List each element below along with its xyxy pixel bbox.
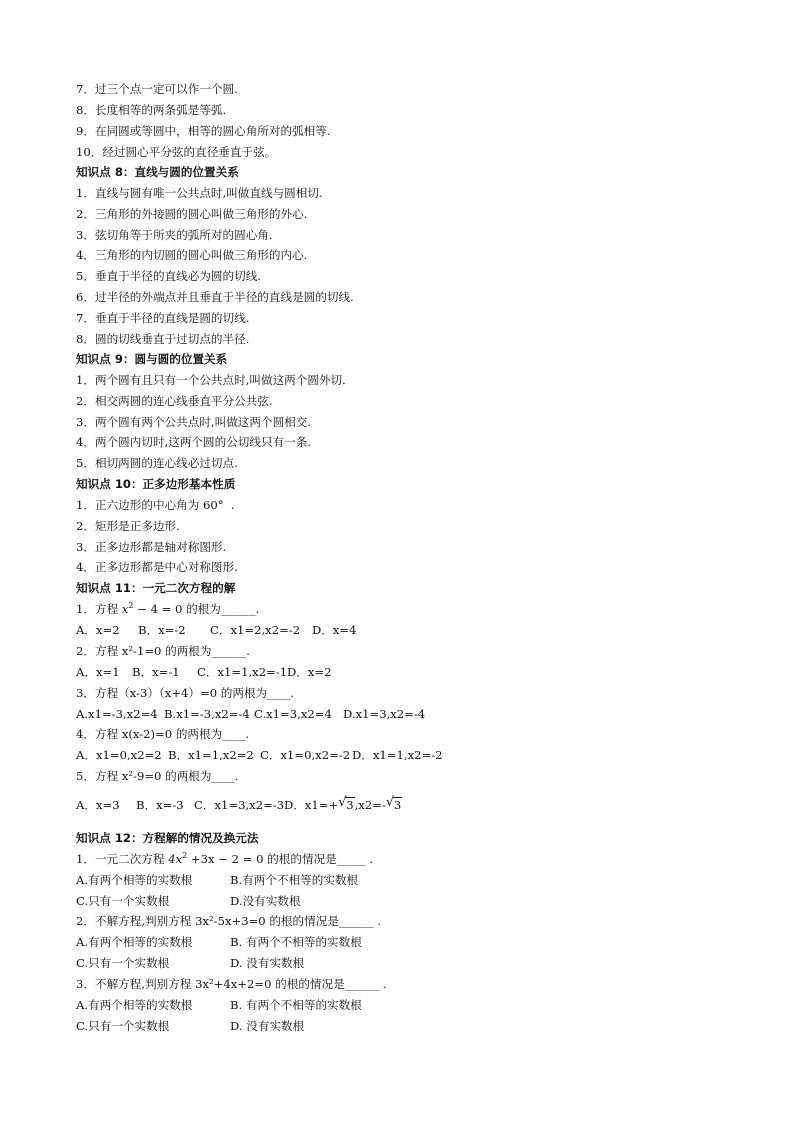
question-stem: 5．方程 x²-9=0 的两根为____. <box>76 769 239 783</box>
text-line: 8．圆的切线垂直于过切点的半径. <box>76 332 250 346</box>
question-stem: 3．方程（x-3）（x+4）=0 的两根为____. <box>76 686 295 700</box>
section-heading-11: 知识点 11：一元二次方程的解 <box>76 581 236 595</box>
text-line: 1．直线与圆有唯一公共点时,叫做直线与圆相切. <box>76 186 323 200</box>
option-d: D．x=4 <box>312 623 357 637</box>
text-line: 2．三角形的外接圆的圆心叫做三角形的外心. <box>76 207 308 221</box>
option-b: B．x=-1 <box>132 665 180 679</box>
question-stem: 1．方程 $x^2 - 4 = 0$ 的根为______. <box>76 601 260 616</box>
option-c: C.只有一个实数根 <box>76 956 170 970</box>
text-line: 5．相切两圆的连心线必过切点. <box>76 456 238 470</box>
option-d: D．x1=+√ 3,x2=-√ 3 <box>284 798 402 812</box>
text-line: 4．三角形的内切圆的圆心叫做三角形的内心. <box>76 248 308 262</box>
text-line: 5．垂直于半径的直线必为圆的切线. <box>76 269 261 283</box>
sqrt-radical: √ 3 <box>386 798 402 812</box>
option-c: C.x1=3,x2=4 <box>254 707 332 721</box>
option-a: A.有两个相等的实数根 <box>76 873 193 887</box>
question-stem: 2．不解方程,判别方程 3x²-5x+3=0 的根的情况是______ . <box>76 914 382 928</box>
option-c: C．x1=0,x2=-2 <box>260 748 351 762</box>
text-line: 10．经过圆心平分弦的直径垂直于弦。 <box>76 145 277 159</box>
text-line: 3．正多边形都是轴对称图形. <box>76 540 227 554</box>
section-heading-12: 知识点 12：方程解的情况及换元法 <box>76 831 259 845</box>
option-a: A．x=3 <box>76 798 120 812</box>
option-a: A.有两个相等的实数根 <box>76 935 193 949</box>
option-a: A．x=1 <box>76 665 120 679</box>
question-stem: 1．一元二次方程 $4x^2 +3x - 2 = 0$ 的根的情况是_____ . <box>76 851 374 866</box>
option-d: D．x1=1,x2=-2 <box>352 748 443 762</box>
option-b: B. 有两个不相等的实数根 <box>230 935 362 949</box>
option-a: A．x=2 <box>76 623 120 637</box>
section-heading-8: 知识点 8：直线与圆的位置关系 <box>76 165 239 179</box>
text-line: 1．两个圆有且只有一个公共点时,叫做这两个圆外切. <box>76 373 346 387</box>
option-c: C．x1=1,x2=-1 <box>197 665 288 679</box>
option-a: A.x1=-3,x2=4 <box>76 707 158 721</box>
option-d: D．x=2 <box>287 665 332 679</box>
option-c: C.只有一个实数根 <box>76 894 170 908</box>
option-c: C．x1=3,x2=-3 <box>194 798 285 812</box>
option-b: B．x1=1,x2=2 <box>168 748 254 762</box>
text-line: 3．两个圆有两个公共点时,叫做这两个圆相交. <box>76 415 312 429</box>
question-stem: 2．方程 x²-1=0 的两根为______. <box>76 644 250 658</box>
text-line: 6．过半径的外端点并且垂直于半径的直线是圆的切线. <box>76 290 354 304</box>
text-line: 8．长度相等的两条弧是等弧. <box>76 103 227 117</box>
text-line: 7．垂直于半径的直线是圆的切线. <box>76 311 250 325</box>
text-line: 1．正六边形的中心角为 60° . <box>76 498 235 512</box>
text-line: 7．过三个点一定可以作一个圆. <box>76 82 238 96</box>
sqrt-radical: √ 3 <box>338 798 354 812</box>
option-b: B．x=-2 <box>138 623 186 637</box>
section-heading-9: 知识点 9：圆与圆的位置关系 <box>76 352 228 366</box>
option-c: C．x1=2,x2=-2 <box>210 623 301 637</box>
text-line: 3．弦切角等于所夹的弧所对的圆心角. <box>76 228 273 242</box>
option-c: C.只有一个实数根 <box>76 1019 170 1033</box>
option-a: A.有两个相等的实数根 <box>76 998 193 1012</box>
option-d: D. 没有实数根 <box>230 956 305 970</box>
option-d: D. 没有实数根 <box>230 1019 305 1033</box>
text-line: 2．相交两圆的连心线垂直平分公共弦. <box>76 394 273 408</box>
question-stem: 4．方程 x(x-2)=0 的两根为____. <box>76 727 250 741</box>
option-b: B.有两个不相等的实数根 <box>230 873 359 887</box>
option-d: D.x1=3,x2=-4 <box>343 707 426 721</box>
text-line: 9．在同圆或等圆中，相等的圆心角所对的弧相等. <box>76 124 331 138</box>
section-heading-10: 知识点 10：正多边形基本性质 <box>76 477 236 491</box>
option-b: B. 有两个不相等的实数根 <box>230 998 362 1012</box>
question-stem: 3．不解方程,判别方程 3x²+4x+2=0 的根的情况是______ . <box>76 977 387 991</box>
text-line: 4．两个圆内切时,这两个圆的公切线只有一条. <box>76 435 312 449</box>
text-line: 2．矩形是正多边形. <box>76 519 180 533</box>
text-line: 4．正多边形都是中心对称图形. <box>76 560 238 574</box>
option-b: B．x=-3 <box>136 798 184 812</box>
option-a: A．x1=0,x2=2 <box>76 748 162 762</box>
option-d: D.没有实数根 <box>230 894 301 908</box>
option-b: B.x1=-3,x2=-4 <box>164 707 250 721</box>
